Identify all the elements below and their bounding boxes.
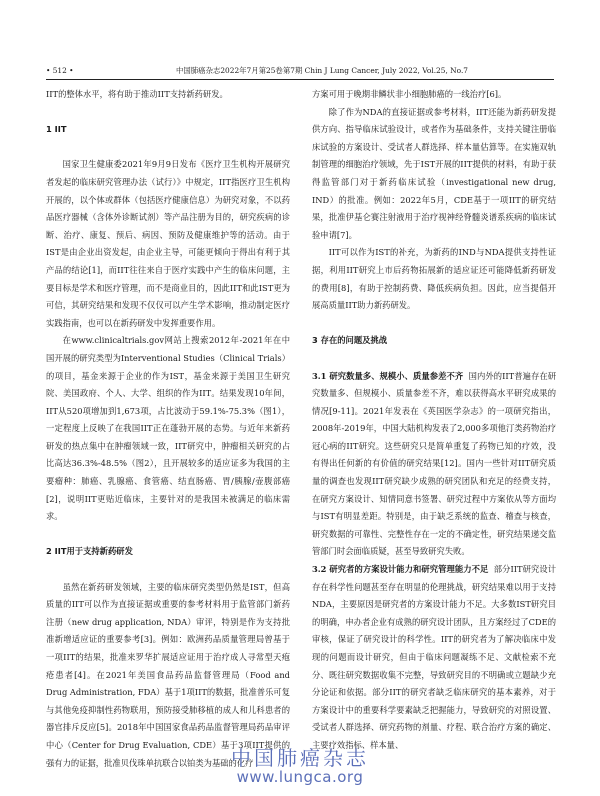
journal-citation: 中国肺癌杂志2022年7月第25卷第7期 Chin J Lung Cancer, July 2022, Vol.25, No.7 [176, 66, 468, 75]
subsection-heading-3-2: 3.2 研究者的方案设计能力和研究管理能力不足 [312, 564, 489, 575]
paragraph: 除了作为NDA的直接证据或参考材料，IIT还能为新药研发提供方向、指导临床试验设计，或者作为基础条件，支持关键注册临床试验的方案设计、受试者人群选择、样本量估算等。在实施双轨制管理的细胞治疗领域，先于IST开展的IIT提供的材料，有助于获得监管部门对于新药临床试验（investigational new drug, IND）的批准。例如：2022年5月，CDE基于一项IIT的研究结果，批准伊基仑赛注射液用于治疗视神经脊髓炎谱系疾病的临床试验申请[7]。 [312, 106, 556, 240]
watermark-url: www.lungca.org [236, 768, 364, 786]
section-heading-2: 2 IIT用于支持新药研发 [46, 546, 133, 557]
paragraph: 国内外的IIT普遍存在研究数量多、但规模小、质量参差不齐，难以获得高水平研究成果的情况[9-11]。2021年发表在《英国医学杂志》的一项研究指出，2008年-2019年，中国大陆机构发表了2,000多项他汀类药物治疗冠心病的IIT研究。这些研究只是简单重复了药物已知的疗效，没有得出任何新的有价值的研究结果[12]。国内一些针对IIT研究质量的调查也发现IIT研究缺少成熟的研究团队和充足的经费支持，在研究方案设计、知情同意书签署、研究过程中方案依从等方面均与IST有明显差距。特别是，由于缺乏系统的监查、稽查与核查，研究数据的可靠性、完整性存在一定的不确定性，研究结果递交监管部门时会面临质疑，甚至导致研究失败。 [312, 370, 557, 557]
paragraph: 虽然在新药研发领域，主要的临床研究类型仍然是IST，但高质量的IIT可以作为直接证据或重要的参考材料用于监管部门新药注册（new drug application, NDA）审评，特别是作为支持批准新增适应证的重要参考[3]。例如：欧洲药品质量管理局曾基于一项IIT的结果，批准来罗华扩展适应证用于治疗成人寻常型天疱疮患者[4]。在2021年美国食品药品监督管理局（Food and Drug Administration, FDA）基于1项IIT的数据，批准普乐可复与其他免疫抑制性药物联用，预防接受肺移植的成人和儿科患者的器官排斥反应[5]。2018年中国国家食品药品监督管理局药品审评中心（Center for Drug Evaluation, CDE）基于3项IIT提供的强有力的证据，批准贝伐珠单抗联合以铂类为基础的化疗 [46, 581, 290, 768]
running-header [46, 64, 554, 78]
paragraph: 方案可用于晚期非鳞状非小细胞肺癌的一线治疗[6]。 [312, 89, 507, 99]
right-column [312, 86, 556, 755]
subsection-heading-3-1: 3.1 研究数量多、规模小、质量参差不齐 [312, 370, 464, 381]
paragraph: 国家卫生健康委2021年9月9日发布《医疗卫生机构开展研究者发起的临床研究管理办法（试行）》中规定，IIT指医疗卫生机构开展的，以个体或群体（包括医疗健康信息）为研究对象，不以药品医疗器械（含体外诊断试剂）等产品注册为目的，研究疾病的诊断、治疗、康复、预后、病因、预防及健康维护等的活动。由于IST是由企业出资发起，由企业主导，可能更倾向于得出有利于其产品的结论[1]，而IIT往往来自于医疗实践中产生的临床问题，主要目标是学术和医疗管理，而不是商业目的，因此IIT和此IST更为可信，其研究结果和发现不仅仅可以产生学术影响，推动制定医疗实践指南，也可以在新药研发中发挥重要作用。 [46, 159, 290, 328]
left-column [46, 86, 290, 772]
header-rule [46, 79, 554, 80]
paragraph: IIT可以作为IST的补充，为新药的IND与NDA提供支持性证据，利用IIT研究上市后药物拓展新的适应证还可能降低新药研发的费用[8]，有助于控制药费、降低疾病负担。因此，应当提倡开展高质量IIT助力新药研发。 [312, 247, 556, 311]
subsection-3-1 [312, 368, 556, 562]
watermark-title: 中国肺癌杂志 [231, 746, 369, 770]
section-heading-1: 1 IIT [46, 124, 67, 135]
section-heading-3: 3 存在的问题及挑战 [312, 335, 388, 346]
page-number: • 512 • [46, 66, 74, 75]
subsection-3-2 [312, 561, 556, 755]
paragraph: IIT的整体水平，将有助于推动IIT支持新药研发。 [46, 89, 228, 99]
paragraph: 部分IIT研究设计存在科学性问题甚至存在明显的伦理挑战，研究结果难以用于支持NDA，主要原因是研究者的方案设计能力不足。大多数IST研究目的明确，申办者企业有成熟的研究设计团队，且方案经过了CDE的审核，保证了研究设计的科学性。IIT的研究者为了解决临床中发现的问题而设计研究，但由于临床问题凝练不足、文献检索不充分、既往研究数据收集不完整，导致研究目的不明确或立题缺少充分论证和依据。部分IIT的研究者缺乏临床研究的基本素养，对于方案设计中的重要科学要素缺乏把握能力，导致研究的对照设置、受试者人群选择、研究药物的剂量、疗程、联合治疗方案的确定、主要疗效指标、样本量、 [312, 564, 557, 750]
paragraph: 在www.clinicaltrials.gov网站上搜索2012年-2021年在中国开展的研究类型为Interventional Studies（Clinical Trials）的项目，基金来源于企业的作为IST，基金来源于美国卫生研究院、美国政府、个人、大学、组织的作为IIT。结果发现10年间，IIT从520项增加到1,673项，占比波动于59.1%-75.3%（图1），一定程度上反映了在我国IIT正在蓬勃开展的态势。与近年来新药研发的热点集中在肿瘤领域一致，IIT研究中，肿瘤相关研究的占比高达36.3%-48.5%（图2），且开展较多的适应证多为我国的主要瘤种：肺癌、乳腺癌、食管癌、结直肠癌、胃/胰腺/壶腹部癌[2]，说明IIT更贴近临床，主要针对的是我国未被满足的临床需求。 [46, 335, 290, 522]
